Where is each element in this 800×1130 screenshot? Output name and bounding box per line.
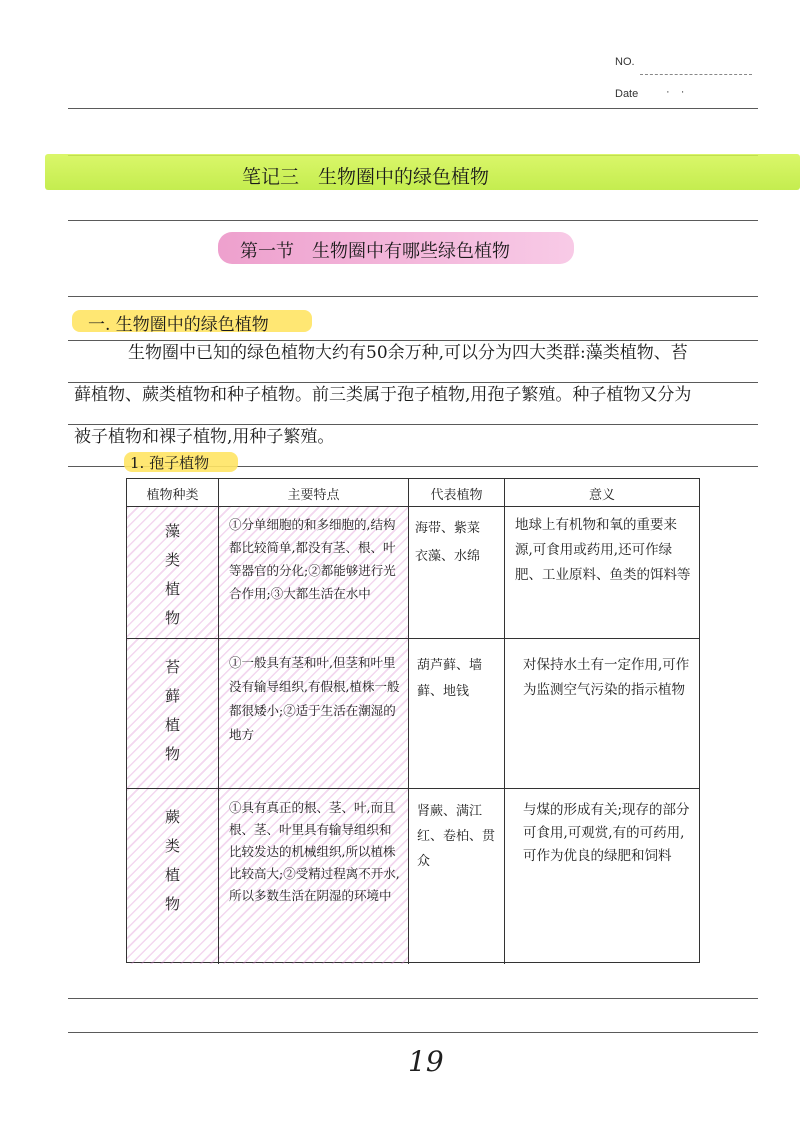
cell-plant-type: 蕨 类 植 物 [127,789,219,964]
chapter-title: 笔记三 生物圈中的绿色植物 [242,166,490,188]
paragraph-line-2: 藓植物、蕨类植物和种子植物。前三类属于孢子植物,用孢子繁殖。种子植物又分为 [74,385,692,405]
date-value: · · [666,86,689,98]
ruled-line [68,998,758,999]
heading-green-plants: 一. 生物圈中的绿色植物 [88,315,269,335]
header-cell-features: 主要特点 [219,479,409,506]
spore-plants-table [126,478,700,963]
intro-paragraph [74,332,764,458]
no-label: NO. [615,56,635,68]
cell-significance: 对保持水土有一定作用,可作为监测空气污染的指示植物 [523,657,690,698]
cell-features: ①具有真正的根、茎、叶,而且根、茎、叶里具有输导组织和比较发达的机械组织,所以植株比较高大;②受精过程离不开水,所以多数生活在阴湿的环境中 [219,789,409,964]
table-row [127,639,699,789]
ruled-line [68,1032,758,1033]
header-cell-examples: 代表植物 [409,479,505,506]
ruled-line [68,108,758,109]
cell-significance: 与煤的形成有关;现存的部分可食用,可观赏,有的可药用,可作为优良的绿肥和饲料 [523,802,690,864]
cell-plant-type: 苔 藓 植 物 [127,639,219,788]
cell-examples: 海带、紫菜 衣藻、水绵 [409,507,505,638]
cell-plant-type: 藻 类 植 物 [127,507,219,638]
ruled-line [68,220,758,221]
cell-examples: 肾蕨、满江红、卷柏、贯众 [409,789,505,964]
table-row [127,507,699,639]
cell-examples: 葫芦藓、墙藓、地钱 [409,639,505,788]
paragraph-line-1: 生物圈中已知的绿色植物大约有50余万种,可以分为四大类群:藻类植物、苔 [128,343,688,363]
page-number: 19 [408,1045,444,1078]
heading-spore-plants: 1. 孢子植物 [130,454,210,472]
cell-features: ①分单细胞的和多细胞的,结构都比较简单,都没有茎、根、叶等器官的分化;②都能够进行光合作用;③大都生活在水中 [219,507,409,638]
table-header-row [127,479,699,507]
paragraph-line-3: 被子植物和裸子植物,用种子繁殖。 [74,427,335,447]
cell-features: ①一般具有茎和叶,但茎和叶里没有输导组织,有假根,植株一般都很矮小;②适于生活在潮湿的地方 [219,639,409,788]
ruled-line [68,296,758,297]
header-cell-significance: 意义 [588,488,615,503]
date-label: Date [615,88,639,100]
section-title: 第一节 生物圈中有哪些绿色植物 [240,241,510,262]
header-cell-type: 植物种类 [127,479,219,506]
table-row [127,789,699,964]
no-dash-line [640,74,752,75]
cell-significance: 地球上有机物和氧的重要来源,可食用或药用,还可作绿肥、工业原料、鱼类的饵料等 [515,517,691,583]
